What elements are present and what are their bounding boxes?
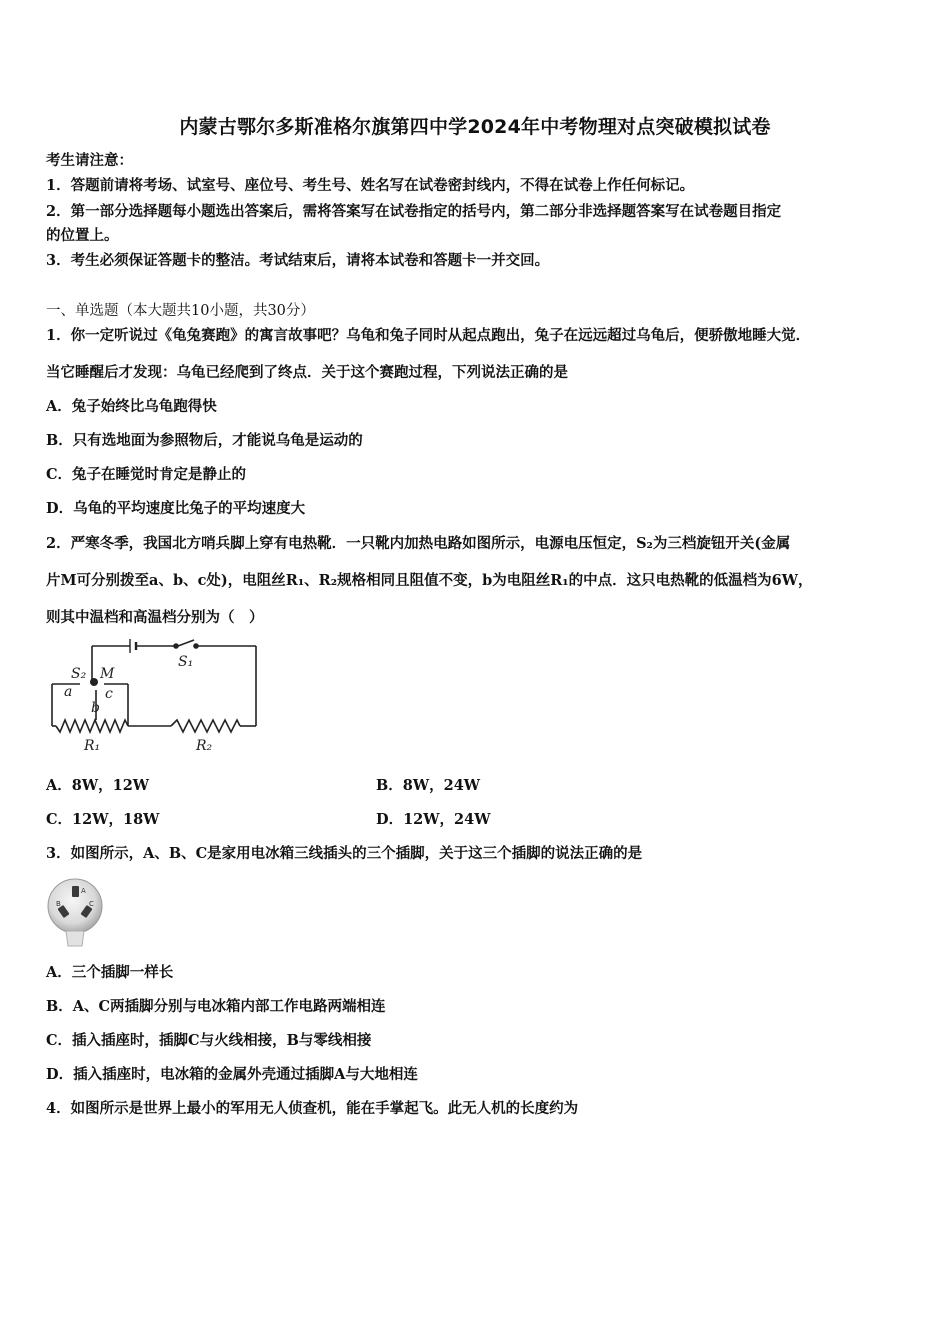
label-m: M — [100, 666, 115, 682]
q1-option-a: A．兔子始终比乌龟跑得快 — [46, 398, 217, 415]
plug-label-a: A — [81, 887, 86, 895]
notice-item: 1．答题前请将考场、试室号、座位号、考生号、姓名写在试卷密封线内，不得在试卷上作任何标记。 — [46, 177, 695, 194]
q3-option-a: A．三个插脚一样长 — [46, 964, 174, 981]
q2-option-c: C．12W，18W — [46, 811, 160, 828]
q3-option-c: C．插入插座时，插脚C与火线相接，B与零线相接 — [46, 1032, 372, 1049]
q1-option-d: D．乌龟的平均速度比兔子的平均速度大 — [46, 500, 306, 517]
label-r1: R₁ — [84, 738, 101, 754]
q2-option-a: A．8W，12W — [46, 777, 150, 794]
section-heading: 一、单选题（本大题共10小题，共30分） — [46, 303, 315, 319]
q3-option-d: D．插入插座时，电冰箱的金属外壳通过插脚A与大地相连 — [46, 1066, 418, 1083]
label-a: a — [64, 684, 73, 700]
label-s1: S₁ — [178, 654, 194, 670]
label-b: b — [91, 700, 100, 716]
notice-item: 的位置上。 — [46, 227, 119, 244]
q3-stem: 3．如图所示，A、B、C是家用电冰箱三线插头的三个插脚，关于这三个插脚的说法正确的是 — [46, 845, 643, 862]
q2-option-d: D．12W，24W — [376, 811, 491, 828]
label-c: c — [105, 686, 113, 702]
q3-option-b: B．A、C两插脚分别与电冰箱内部工作电路两端相连 — [46, 998, 386, 1015]
label-r2: R₂ — [196, 738, 213, 754]
q2-option-b: B．8W，24W — [376, 777, 481, 794]
q2-stem-line3: 则其中温档和高温档分别为（ ） — [46, 609, 264, 626]
plug-image — [46, 876, 104, 948]
switch-knob-icon — [90, 678, 98, 686]
label-s2: S₂ — [71, 666, 87, 682]
q1-option-b: B．只有选地面为参照物后，才能说乌龟是运动的 — [46, 432, 363, 449]
plug-label-c: C — [89, 900, 94, 908]
q2-stem-line2: 片M可分别拨至a、b、c处)，电阻丝R₁、R₂规格相同且阻值不变，b为电阻丝R₁的中点．这只电热靴的低温档为6W， — [46, 572, 813, 589]
notice-item: 3．考生必须保证答题卡的整洁。考试结束后，请将本试卷和答题卡一并交回。 — [46, 252, 550, 269]
circuit-diagram — [44, 636, 266, 758]
q4-stem: 4．如图所示是世界上最小的军用无人侦查机，能在手掌起飞。此无人机的长度约为 — [46, 1100, 579, 1117]
notice-heading: 考生请注意： — [46, 152, 133, 169]
q2-stem-line1: 2．严寒冬季，我国北方哨兵脚上穿有电热靴．一只靴内加热电路如图所示，电源电压恒定，S₂为三档旋钮开关(金属 — [46, 535, 791, 552]
notice-item: 2．第一部分选择题每小题选出答案后，需将答案写在试卷指定的括号内，第二部分非选择题答案写在试卷题目指定 — [46, 203, 782, 220]
plug-label-b: B — [56, 900, 61, 908]
q1-stem-line2: 当它睡醒后才发现：乌龟已经爬到了终点．关于这个赛跑过程，下列说法正确的是 — [46, 364, 568, 381]
q1-stem-line1: 1．你一定听说过《龟兔赛跑》的寓言故事吧？乌龟和兔子同时从起点跑出，兔子在远远超过乌龟后，便骄傲地睡大觉． — [46, 327, 811, 344]
page-title: 内蒙古鄂尔多斯准格尔旗第四中学2024年中考物理对点突破模拟试卷 — [179, 116, 771, 138]
q1-option-c: C．兔子在睡觉时肯定是静止的 — [46, 466, 247, 483]
